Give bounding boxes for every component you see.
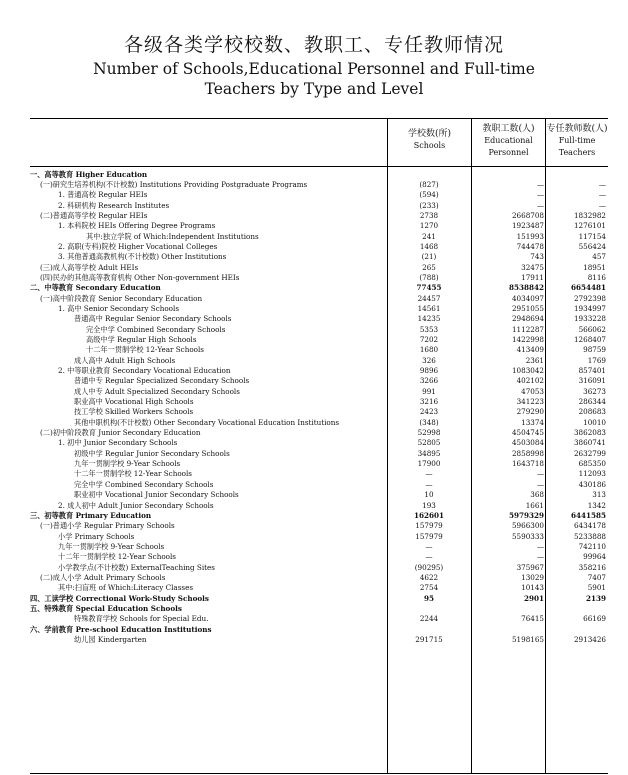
cell-teachers: 1934997	[573, 303, 606, 313]
cell-personnel: 368	[530, 490, 544, 500]
row-label: (一)普通小学 Regular Primary Schools	[40, 521, 175, 531]
cell-personnel: —	[536, 179, 544, 189]
header-personnel	[472, 123, 545, 159]
cell-schools: 291715	[415, 634, 443, 644]
cell-teachers: 2913426	[573, 634, 606, 644]
row-label: 2. 成人初中 Adult Junior Secondary Schools	[58, 500, 214, 510]
row-label: (三)成人高等学校 Adult HEIs	[40, 262, 139, 272]
row-label: 成人中专 Adult Specialized Secondary Schools	[74, 386, 240, 396]
cell-teachers: —	[598, 179, 606, 189]
table-row	[30, 625, 608, 635]
cell-schools: 52805	[417, 438, 441, 448]
row-label: 职业高中 Vocational High Schools	[74, 397, 194, 407]
cell-teachers: 8116	[587, 272, 606, 282]
cell-personnel: 279290	[516, 407, 544, 417]
row-label: 高级中学 Regular High Schools	[86, 335, 197, 344]
cell-schools: 1680	[419, 345, 439, 355]
cell-schools: 991	[422, 386, 436, 396]
table-row	[30, 490, 608, 500]
table-row	[30, 449, 608, 459]
table-row	[30, 459, 608, 469]
table-row	[30, 552, 608, 562]
cell-schools: 2738	[419, 210, 439, 220]
cell-teachers: 112093	[578, 469, 606, 479]
cell-personnel: 1643718	[511, 459, 544, 469]
cell-personnel: —	[536, 200, 544, 210]
cell-teachers: 3862083	[573, 428, 606, 438]
row-label: 完全中学 Combined Secondary Schools	[86, 324, 226, 334]
row-label: 普通高中 Regular Senior Secondary Schools	[74, 314, 232, 324]
row-label: 九年一贯制学校 9-Year Schools	[58, 541, 165, 551]
header-personnel-en-2: Personnel	[488, 148, 529, 157]
cell-schools: 2244	[419, 614, 439, 624]
cell-schools: 157979	[415, 531, 443, 541]
cell-schools: 3216	[419, 397, 439, 407]
cell-teachers: 1268407	[573, 335, 606, 344]
row-label: 初级中学 Regular Junior Secondary Schools	[74, 448, 230, 458]
table-row	[30, 594, 608, 604]
row-label: 技工学校 Skilled Workers Schools	[74, 407, 194, 417]
cell-personnel: 8538842	[508, 283, 544, 293]
cell-schools: 3266	[419, 376, 439, 386]
table-row	[30, 532, 608, 542]
cell-teachers: 313	[592, 490, 606, 500]
cell-personnel: 2858998	[511, 448, 544, 458]
table-row	[30, 469, 608, 479]
cell-teachers: 208683	[578, 407, 606, 417]
cell-personnel: 341223	[516, 397, 544, 407]
row-label: 五、特殊教育 Special Education Schools	[30, 603, 182, 613]
row-label: 1. 普通高校 Regular HEIs	[58, 190, 148, 200]
cell-teachers: 66169	[583, 614, 606, 624]
cell-personnel: 2948694	[511, 314, 544, 324]
cell-personnel: 5590333	[511, 531, 544, 541]
table-row	[30, 511, 608, 521]
table-row	[30, 480, 608, 490]
cell-schools: 52998	[417, 428, 441, 438]
table-row	[30, 501, 608, 511]
table-top-rule	[30, 118, 608, 119]
row-label: (二)初中阶段教育 Junior Secondary Education	[40, 428, 201, 438]
cell-personnel: 402102	[516, 376, 544, 386]
cell-schools: 326	[422, 355, 436, 365]
cell-schools: 2754	[419, 583, 439, 593]
cell-personnel: 2668708	[511, 210, 544, 220]
cell-teachers: —	[598, 190, 606, 200]
row-label: 九年一贯制学校 9-Year Schools	[74, 459, 181, 469]
table-row	[30, 366, 608, 376]
cell-personnel: 744478	[516, 241, 544, 251]
cell-personnel: 2951055	[511, 303, 544, 313]
cell-teachers: 685350	[578, 459, 606, 469]
cell-teachers: 117154	[578, 231, 606, 241]
cell-schools: (90295)	[414, 562, 444, 572]
header-teachers-cn: 专任教师数(人)	[546, 124, 608, 134]
row-label: 一、高等教育 Higher Education	[30, 169, 148, 179]
cell-teachers: 6654481	[570, 283, 606, 293]
cell-schools: —	[425, 552, 433, 562]
table-row	[30, 387, 608, 397]
cell-schools: 1270	[419, 221, 439, 231]
cell-teachers: 10010	[583, 417, 606, 427]
cell-schools: 1468	[419, 241, 439, 251]
header-teachers-en-2: Teachers	[558, 148, 596, 157]
cell-teachers: 430186	[578, 479, 606, 489]
cell-teachers: —	[598, 200, 606, 210]
cell-teachers: 5233888	[573, 531, 606, 541]
cell-schools: 157979	[415, 521, 443, 531]
cell-teachers: 1769	[587, 355, 606, 365]
cell-personnel: 4034097	[511, 293, 544, 303]
header-schools-cn: 学校数(所)	[407, 129, 452, 139]
cell-teachers: 1933228	[573, 314, 606, 324]
row-label: 二、中等教育 Secondary Education	[30, 283, 161, 293]
cell-teachers: 6441585	[570, 510, 606, 520]
cell-teachers: 2792398	[573, 293, 606, 303]
cell-schools: 34895	[417, 448, 441, 458]
cell-teachers: 286344	[578, 397, 606, 407]
table-row	[30, 356, 608, 366]
table-row	[30, 397, 608, 407]
table-row	[30, 335, 608, 345]
cell-personnel: 76415	[521, 614, 544, 624]
cell-teachers: 457	[592, 252, 606, 262]
cell-teachers: 566062	[578, 324, 606, 334]
row-label: (一)高中阶段教育 Senior Secondary Education	[40, 293, 203, 303]
table-row	[30, 242, 608, 252]
table-row	[30, 604, 608, 614]
cell-schools: 265	[422, 262, 436, 272]
table-row	[30, 283, 608, 293]
table-row	[30, 211, 608, 221]
cell-schools: (21)	[421, 252, 437, 262]
row-label: 其中:独立学院 of Which:Independent Institutions	[86, 231, 259, 241]
cell-personnel: 13029	[521, 572, 544, 582]
cell-schools: 7202	[419, 335, 439, 344]
row-label: 其中:扫盲班 of Which:Literacy Classes	[58, 583, 194, 593]
table-row	[30, 180, 608, 190]
cell-schools: 14561	[417, 303, 441, 313]
page-title-english-line-2: Teachers by Type and Level	[204, 80, 424, 98]
cell-teachers: 3860741	[573, 438, 606, 448]
cell-teachers: 556424	[578, 241, 606, 251]
cell-schools: 95	[423, 593, 434, 603]
cell-personnel: 5966300	[511, 521, 544, 531]
table-row	[30, 232, 608, 242]
header-bottom-rule	[30, 166, 608, 167]
cell-schools: 14235	[417, 314, 441, 324]
header-teachers-en-1: Full-time	[558, 136, 596, 145]
row-label: 六、学前教育 Pre-school Education Institutions	[30, 624, 212, 634]
cell-personnel: —	[536, 469, 544, 479]
cell-teachers: 1342	[587, 500, 606, 510]
row-label: 十二年一贯制学校 12-Year Schools	[58, 552, 176, 562]
row-label: 特殊教育学校 Schools for Special Edu.	[74, 614, 209, 624]
table-row	[30, 614, 608, 624]
cell-personnel: 2361	[525, 355, 544, 365]
cell-schools: 162601	[413, 510, 444, 520]
row-label: (四)民办的其他高等教育机构 Other Non-government HEIs	[40, 272, 240, 282]
table-row	[30, 563, 608, 573]
cell-personnel: 1923487	[511, 221, 544, 231]
table-row	[30, 190, 608, 200]
table-row	[30, 273, 608, 283]
cell-personnel: 13374	[521, 417, 544, 427]
table-row	[30, 170, 608, 180]
cell-personnel: 5198165	[511, 634, 544, 644]
cell-personnel: 4503084	[511, 438, 544, 448]
table-row	[30, 314, 608, 324]
header-personnel-en-1: Educational	[484, 136, 533, 145]
cell-schools: 2423	[419, 407, 439, 417]
cell-personnel: 413409	[516, 345, 544, 355]
cell-personnel: 2901	[523, 593, 544, 603]
row-label: 三、初等教育 Primary Education	[30, 510, 152, 520]
table-row	[30, 376, 608, 386]
row-label: 2. 高职(专科)院校 Higher Vocational Colleges	[58, 241, 218, 251]
table-row	[30, 521, 608, 531]
header-teachers	[546, 123, 608, 159]
cell-personnel: 151993	[516, 231, 544, 241]
table-body	[30, 170, 608, 646]
cell-personnel: 32475	[521, 262, 544, 272]
row-label: 普通中专 Regular Specialized Secondary Schools	[74, 376, 250, 386]
table-row	[30, 304, 608, 314]
table-row	[30, 428, 608, 438]
row-label: 成人高中 Adult High Schools	[74, 355, 176, 365]
cell-teachers: 36273	[583, 386, 606, 396]
row-label: 1. 初中 Junior Secondary Schools	[58, 438, 178, 448]
table-row	[30, 573, 608, 583]
cell-schools: 193	[422, 500, 436, 510]
table-row	[30, 418, 608, 428]
table-row	[30, 201, 608, 211]
table-row	[30, 221, 608, 231]
header-personnel-cn: 教职工数(人)	[482, 124, 535, 134]
row-label: 2. 中等职业教育 Secondary Vocational Education	[58, 366, 231, 376]
cell-schools: 77455	[416, 283, 442, 293]
cell-personnel: 5979329	[508, 510, 544, 520]
cell-personnel: 375967	[516, 562, 544, 572]
cell-schools: —	[425, 541, 433, 551]
cell-teachers: 1276101	[573, 221, 606, 231]
cell-personnel: 47053	[521, 386, 544, 396]
cell-teachers: 1832982	[573, 210, 606, 220]
cell-teachers: 6434178	[573, 521, 606, 531]
row-label: (二)成人小学 Adult Primary Schools	[40, 572, 166, 582]
cell-schools: 17900	[417, 459, 441, 469]
cell-schools: 241	[422, 231, 436, 241]
cell-schools: —	[425, 469, 433, 479]
cell-personnel: —	[536, 552, 544, 562]
cell-schools: (233)	[419, 200, 439, 210]
cell-teachers: 98759	[583, 345, 606, 355]
cell-personnel: —	[536, 190, 544, 200]
row-label: 十二年一贯制学校 12-Year Schools	[74, 469, 192, 479]
cell-personnel: 1083042	[511, 366, 544, 376]
table-row	[30, 438, 608, 448]
cell-personnel: 1661	[525, 500, 544, 510]
row-label: 1. 本科院校 HEIs Offering Degree Programs	[58, 221, 216, 231]
row-label: 四、工读学校 Correctional Work-Study Schools	[30, 593, 209, 603]
table-row	[30, 407, 608, 417]
cell-teachers: 358216	[578, 562, 606, 572]
cell-teachers: 99964	[583, 552, 606, 562]
row-label: 3. 其他普通高教机构(不计校数) Other Institutions	[58, 252, 227, 262]
cell-teachers: 7407	[587, 572, 606, 582]
cell-personnel: 1422998	[511, 335, 544, 344]
cell-personnel: —	[536, 479, 544, 489]
cell-schools: (348)	[419, 417, 439, 427]
cell-schools: 24457	[417, 293, 441, 303]
cell-personnel: 1112287	[511, 324, 544, 334]
header-schools	[388, 128, 471, 152]
cell-personnel: 17911	[521, 272, 544, 282]
row-label: 1. 高中 Senior Secondary Schools	[58, 303, 180, 313]
cell-personnel: 10143	[521, 583, 544, 593]
row-label: 2. 科研机构 Research Institutes	[58, 200, 170, 210]
cell-teachers: 2632799	[573, 448, 606, 458]
row-label: 幼儿园 Kindergarten	[74, 634, 147, 644]
cell-teachers: 5901	[587, 583, 606, 593]
cell-schools: —	[425, 479, 433, 489]
cell-personnel: —	[536, 541, 544, 551]
page-title-english-line-1: Number of Schools,Educational Personnel and Full-time	[93, 60, 535, 78]
row-label: 小学教学点(不计校数) ExternalTeaching Sites	[58, 562, 215, 572]
cell-personnel: 4504745	[511, 428, 544, 438]
table-bottom-rule	[30, 773, 608, 774]
cell-schools: 9896	[419, 366, 439, 376]
cell-teachers: 316091	[578, 376, 606, 386]
cell-teachers: 742110	[578, 541, 606, 551]
cell-schools: 4622	[419, 572, 439, 582]
row-label: 其他中职机构(不计校数) Other Secondary Vocational Education Institutions	[74, 417, 340, 427]
row-label: 小学 Primary Schools	[58, 531, 135, 541]
row-label: (二)普通高等学校 Regular HEIs	[40, 210, 148, 220]
cell-schools: 10	[424, 490, 434, 500]
cell-teachers: 857401	[578, 366, 606, 376]
table-row	[30, 542, 608, 552]
cell-schools: (827)	[419, 179, 439, 189]
cell-teachers: 18951	[583, 262, 606, 272]
cell-teachers: 2139	[585, 593, 606, 603]
table-row	[30, 345, 608, 355]
row-label: 十二年一贯制学校 12-Year Schools	[86, 345, 204, 355]
row-label: 职业初中 Vocational Junior Secondary Schools	[74, 490, 239, 500]
row-label: 完全中学 Combined Secondary Schools	[74, 479, 214, 489]
header-schools-en: Schools	[413, 141, 446, 150]
table-row	[30, 635, 608, 645]
table-row	[30, 252, 608, 262]
page-title-chinese: 各级各类学校校数、教职工、专任教师情况	[123, 34, 504, 56]
table-row	[30, 583, 608, 593]
cell-schools: 5353	[419, 324, 439, 334]
table-row	[30, 325, 608, 335]
table-row	[30, 263, 608, 273]
cell-schools: (788)	[419, 272, 439, 282]
row-label: (一)研究生培养机构(不计校数) Institutions Providing Postgraduate Programs	[40, 179, 308, 189]
cell-schools: (594)	[419, 190, 439, 200]
table-row	[30, 294, 608, 304]
cell-personnel: 743	[530, 252, 544, 262]
